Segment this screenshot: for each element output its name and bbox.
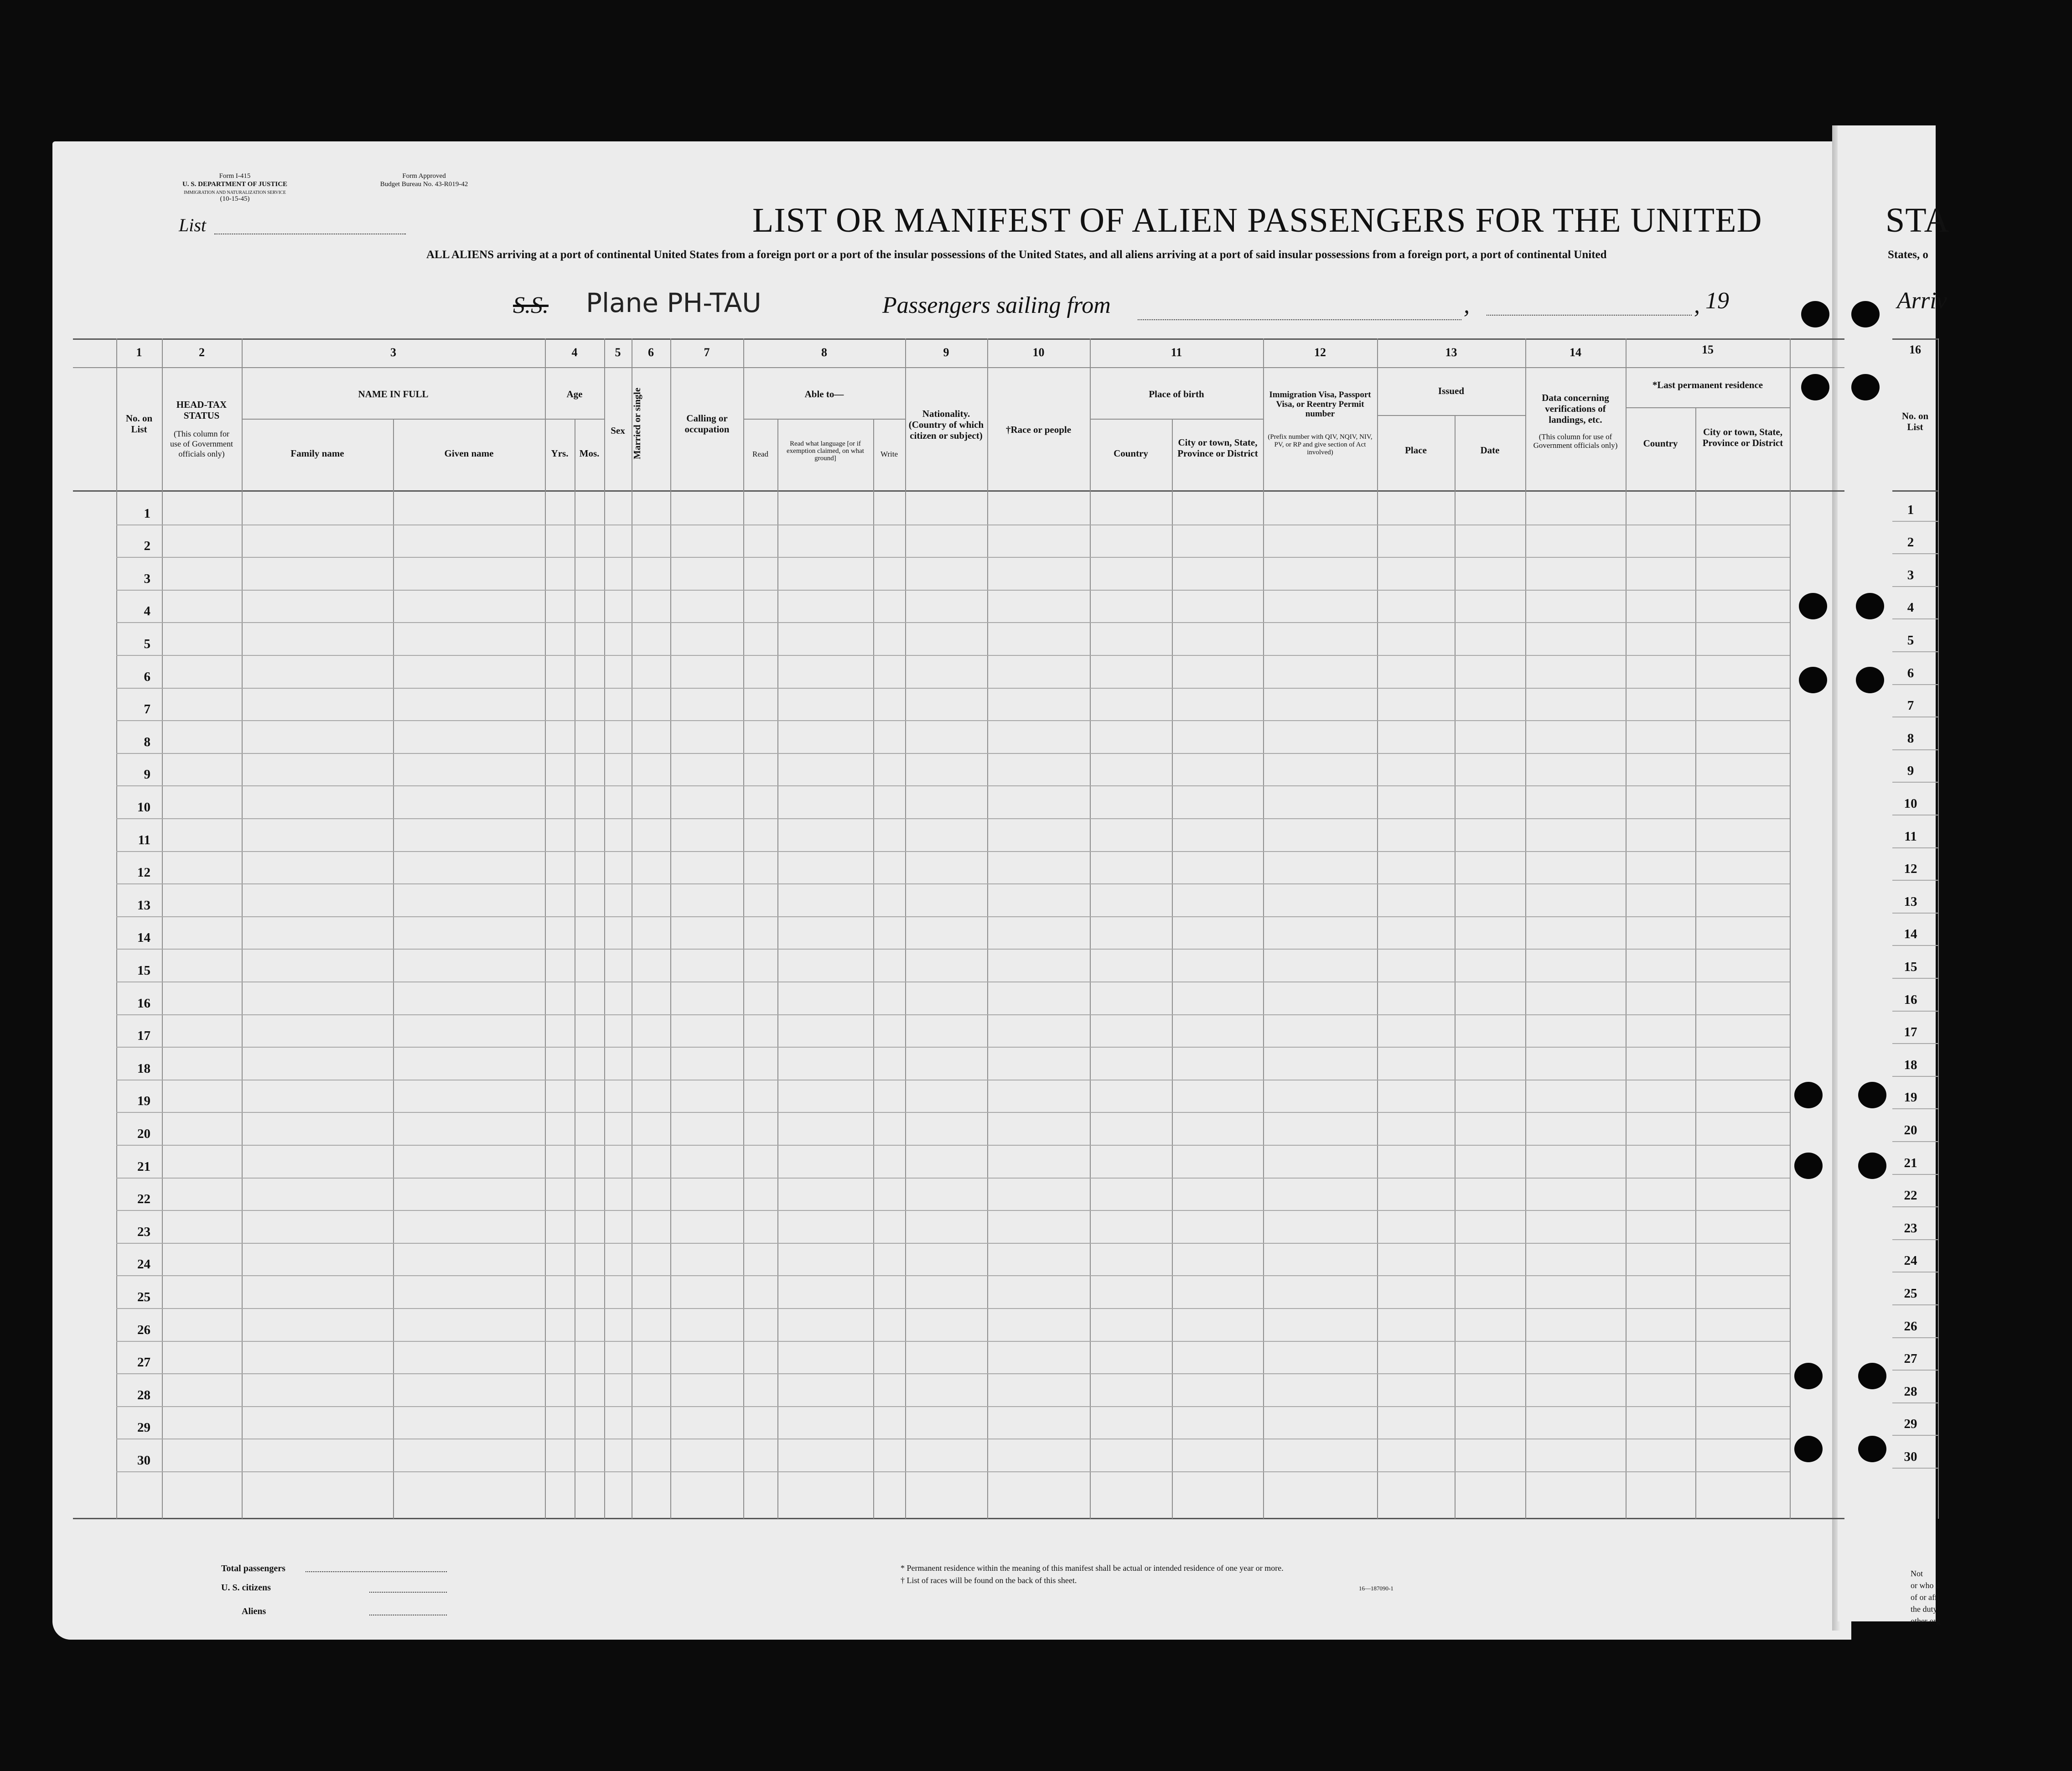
table-bottom-border — [73, 1518, 1844, 1519]
manifest-subtitle: ALL ALIENS arriving at a port of continental United States from a foreign port or a port of the insular possessions of the United States, and all aliens arriving at a port of said insular possessions from a foreign port, a port of continental United — [426, 249, 1607, 261]
year-label: 19 — [1705, 288, 1729, 314]
col-line-5 — [604, 338, 605, 1519]
row-number-right: 6 — [1907, 665, 1914, 680]
row-number-right: 1 — [1907, 502, 1914, 517]
row-line — [116, 1210, 1790, 1211]
row-number: 3 — [144, 571, 150, 586]
row-number: 29 — [137, 1420, 150, 1435]
row-line — [116, 557, 1790, 558]
form-date: (10-15-45) — [220, 195, 250, 203]
row-number: 10 — [137, 800, 150, 815]
row-line — [116, 1275, 1790, 1276]
department: U. S. DEPARTMENT OF JUSTICE — [182, 181, 288, 188]
hdr-calling: Calling or occupation — [684, 413, 730, 435]
row-line — [116, 1243, 1790, 1244]
row-number: 7 — [144, 702, 150, 717]
row-number-right: 23 — [1904, 1220, 1917, 1236]
hdr-country-2: Country — [1643, 438, 1678, 449]
row-number: 16 — [137, 996, 150, 1011]
col-line-13b — [1455, 415, 1456, 1519]
col-line-3b — [393, 420, 394, 1519]
col-line-11b — [1172, 420, 1173, 1519]
hdr-city: City or town, State, Province or District — [1177, 437, 1258, 459]
col-line-16 — [1790, 338, 1791, 1519]
row-number-right: 4 — [1907, 600, 1914, 615]
punch-hole — [1858, 1363, 1886, 1389]
aliens-label: Aliens — [242, 1606, 266, 1616]
row-number-right: 22 — [1904, 1188, 1917, 1203]
row-number-right: 2 — [1907, 535, 1914, 550]
row-number: 21 — [137, 1159, 150, 1174]
col-line-8 — [743, 338, 744, 1519]
row-line-right — [1892, 1108, 1938, 1109]
subtitle-continued: States, o — [1888, 249, 1928, 261]
row-number-right: 21 — [1904, 1155, 1917, 1170]
colnum-15: 15 — [1702, 343, 1714, 356]
row-line-right — [1892, 945, 1938, 946]
row-number-right: 25 — [1904, 1286, 1917, 1301]
colnum-14: 14 — [1570, 346, 1581, 359]
colnum-2: 2 — [199, 346, 205, 359]
col-line-12 — [1263, 338, 1264, 1519]
row-number-right: 11 — [1904, 829, 1917, 844]
colnum-8: 8 — [821, 346, 827, 359]
row-line — [116, 622, 1790, 623]
hdr-married: Married or single — [632, 387, 642, 459]
row-number: 14 — [137, 930, 150, 945]
service-name: IMMIGRATION AND NATURALIZATION SERVICE — [184, 190, 286, 195]
row-line-right — [1892, 1206, 1938, 1207]
row-line — [116, 753, 1790, 754]
print-code: 16—187090-1 — [1359, 1585, 1393, 1592]
col-line-10 — [987, 338, 988, 1519]
col-line-right — [1938, 338, 1939, 1519]
col-line-11 — [1090, 338, 1091, 1519]
row-line-right — [1892, 880, 1938, 881]
budget-number: Budget Bureau No. 43-R019-42 — [380, 181, 468, 188]
hdr-visa: Immigration Visa, Passport Visa, or Reentry Permit number — [1269, 390, 1371, 419]
punch-hole — [1794, 1436, 1823, 1462]
row-line-right — [1892, 1174, 1938, 1175]
row-number: 12 — [137, 865, 150, 880]
row-number: 27 — [137, 1355, 150, 1370]
residence-subline — [1626, 407, 1790, 408]
colnum-5: 5 — [615, 346, 621, 359]
right-note-4: the duty — [1911, 1605, 1937, 1614]
col-line-15b — [1695, 408, 1696, 1519]
punch-hole — [1801, 374, 1829, 400]
row-number: 1 — [144, 506, 150, 521]
row-number: 9 — [144, 767, 150, 782]
hdr-nationality: Nationality. (Country of which citizen or subject) — [908, 408, 984, 441]
hdr-family-name: Family name — [290, 448, 344, 459]
punch-hole — [1799, 593, 1827, 619]
sailing-date-field[interactable] — [1487, 315, 1692, 316]
col-line-13 — [1377, 338, 1378, 1519]
punch-hole — [1794, 1153, 1823, 1179]
hdr-read-what: Read what language [or if exemption claimed, on what ground] — [787, 440, 864, 462]
hdr-visa-note: (Prefix number with QIV, NQIV, NIV, PV, or RP and give section of Act involved) — [1268, 433, 1373, 456]
row-number-right: 16 — [1904, 992, 1917, 1007]
row-line — [116, 785, 1790, 786]
comma-2: , — [1694, 292, 1700, 318]
punch-hole — [1858, 1082, 1886, 1108]
colnum-9: 9 — [943, 346, 949, 359]
row-line-right — [1892, 586, 1938, 587]
row-line — [116, 590, 1790, 591]
row-number-right: 15 — [1904, 960, 1917, 974]
row-line-right — [1892, 521, 1938, 522]
hdr-last-residence: *Last permanent residence — [1652, 379, 1763, 390]
row-number-right: 28 — [1904, 1384, 1917, 1399]
row-line — [116, 720, 1790, 721]
punch-hole — [1851, 301, 1880, 327]
punch-hole — [1858, 1153, 1886, 1179]
table-top-border — [73, 338, 1844, 340]
col-line-8c — [873, 420, 874, 1519]
list-label: List — [179, 215, 207, 235]
row-line — [116, 1112, 1790, 1113]
row-line — [116, 949, 1790, 950]
colnum-16: 16 — [1909, 343, 1921, 356]
row-line-right — [1892, 618, 1938, 619]
punch-hole — [1851, 374, 1880, 400]
row-number-right: 18 — [1904, 1057, 1917, 1072]
title-continued: STA — [1886, 201, 1950, 239]
row-number: 8 — [144, 734, 150, 749]
row-line-right — [1892, 847, 1938, 848]
row-line — [116, 1406, 1790, 1407]
row-number-right: 20 — [1904, 1123, 1917, 1137]
colnum-13: 13 — [1445, 346, 1457, 359]
right-note-1: Not — [1911, 1569, 1923, 1578]
punch-hole — [1794, 1082, 1823, 1108]
row-line-right — [1892, 1141, 1938, 1142]
hdr-issued: Issued — [1438, 385, 1465, 396]
row-line-right — [1892, 1304, 1938, 1305]
hdr-write: Write — [880, 450, 898, 458]
row-number-right: 17 — [1904, 1025, 1917, 1040]
hdr-given-name: Given name — [444, 448, 494, 459]
col-line-15 — [1626, 338, 1627, 1519]
row-line — [116, 1341, 1790, 1342]
row-number: 23 — [137, 1224, 150, 1239]
row-line — [116, 916, 1790, 917]
manifest-title: LIST OR MANIFEST OF ALIEN PASSENGERS FOR THE UNITED — [752, 201, 1762, 239]
row-number-right: 3 — [1907, 567, 1914, 582]
right-note-5: other org — [1911, 1616, 1941, 1626]
us-citizens-label: U. S. citizens — [221, 1583, 271, 1593]
col-line-4 — [545, 338, 546, 1519]
manifest-sheet — [52, 141, 1851, 1640]
col-line-8b — [777, 420, 778, 1519]
hdr-place: Place — [1405, 445, 1427, 456]
header-bottom-border — [73, 490, 1844, 492]
able-subline — [743, 419, 905, 420]
total-passengers-label: Total passengers — [221, 1563, 285, 1574]
row-line — [116, 1047, 1790, 1048]
row-line — [116, 688, 1790, 689]
row-line-right — [1892, 913, 1938, 914]
punch-hole — [1858, 1436, 1886, 1462]
row-line-right — [1892, 684, 1938, 685]
hdr-date: Date — [1480, 445, 1500, 456]
row-line — [116, 1373, 1790, 1374]
row-number: 4 — [144, 604, 150, 619]
hdr-data-note: (This column for use of Government officials only) — [1533, 432, 1618, 450]
colnum-1: 1 — [136, 346, 142, 359]
hdr-city-2: City or town, State, Province or District — [1702, 426, 1783, 448]
hdr-no-on-list: No. on List — [125, 413, 153, 435]
hdr-able-to: Able to— — [804, 389, 844, 400]
hdr-sex: Sex — [611, 425, 625, 436]
hdr-country: Country — [1114, 448, 1148, 459]
row-number: 5 — [144, 637, 150, 651]
row-line-right — [1892, 1076, 1938, 1077]
row-line-right — [1892, 1239, 1938, 1240]
comma: , — [1464, 292, 1470, 318]
row-number: 15 — [137, 963, 150, 978]
row-number-right: 14 — [1904, 927, 1917, 942]
row-number-right: 12 — [1904, 862, 1917, 877]
row-line — [116, 1178, 1790, 1179]
colnum-3: 3 — [390, 346, 396, 359]
footnote-residence: * Permanent residence within the meaning of this manifest shall be actual or intended residence of one year or more. — [901, 1563, 1284, 1573]
sailing-port-field[interactable] — [1138, 319, 1461, 320]
us-citizens-field[interactable] — [369, 1592, 447, 1593]
col-line-14 — [1525, 338, 1526, 1519]
row-line-right — [1892, 1435, 1938, 1436]
hdr-mos: Mos. — [579, 448, 600, 459]
colnum-10: 10 — [1032, 346, 1045, 359]
row-line-right — [1892, 1370, 1938, 1371]
row-line-right — [1892, 749, 1938, 750]
row-number: 11 — [138, 832, 150, 847]
row-number-right: 24 — [1904, 1253, 1917, 1268]
colnum-7: 7 — [704, 346, 710, 359]
hdr-read: Read — [752, 450, 768, 458]
row-number: 28 — [137, 1387, 150, 1402]
hdr-data-concerning: Data concerning verifications of landings, etc. — [1542, 392, 1609, 425]
row-line — [116, 1014, 1790, 1015]
row-line-right — [1892, 782, 1938, 783]
punch-hole — [1799, 667, 1827, 693]
col-line-9 — [905, 338, 906, 1519]
arriving-label: Arriv — [1897, 288, 1947, 314]
row-line-right — [1892, 1011, 1938, 1012]
right-note-3: of or affi — [1911, 1593, 1940, 1602]
row-number-right: 10 — [1904, 796, 1917, 811]
row-number-right: 13 — [1904, 894, 1917, 909]
row-number: 30 — [137, 1453, 150, 1468]
vessel-name[interactable]: Plane PH-TAU — [586, 287, 761, 318]
row-number-right: 27 — [1904, 1351, 1917, 1366]
row-number-right: 26 — [1904, 1319, 1917, 1334]
hdr-age: Age — [566, 389, 583, 400]
row-number-right: 19 — [1904, 1090, 1917, 1105]
colnum-6: 6 — [648, 346, 654, 359]
row-number-right: 7 — [1907, 698, 1914, 713]
punch-hole — [1801, 301, 1829, 327]
punch-hole — [1856, 593, 1884, 619]
row-line — [116, 1471, 1790, 1472]
ss-label: S.S. — [513, 292, 549, 318]
row-line — [116, 883, 1790, 884]
row-number-right: 5 — [1907, 633, 1914, 648]
name-subline — [242, 419, 545, 420]
row-line-right — [1892, 1337, 1938, 1338]
sailing-from-label: Passengers sailing from — [882, 292, 1111, 318]
form-number: Form I-415 — [219, 172, 251, 180]
hdr-head-tax-note: (This column for use of Government officials only) — [170, 429, 233, 458]
hdr-head-tax: HEAD-TAX STATUS — [176, 399, 227, 421]
right-top-border — [1892, 338, 1938, 340]
col-line-7 — [670, 338, 671, 1519]
row-line-right — [1892, 1468, 1938, 1469]
row-line — [116, 851, 1790, 852]
hdr-no-on-list-2: No. on List — [1901, 410, 1929, 432]
col-line-3 — [242, 338, 243, 1519]
birth-subline — [1090, 419, 1263, 420]
row-line-right — [1892, 553, 1938, 554]
row-line-right — [1892, 1043, 1938, 1044]
footnote-races: † List of races will be found on the back of this sheet. — [901, 1576, 1077, 1585]
row-line — [116, 1308, 1790, 1309]
right-header-border — [1892, 490, 1938, 492]
row-number-right: 8 — [1907, 731, 1914, 746]
hdr-yrs: Yrs. — [551, 448, 569, 459]
hdr-place-of-birth: Place of birth — [1149, 389, 1204, 400]
colnum-11: 11 — [1171, 346, 1182, 359]
row-line-right — [1892, 1402, 1938, 1403]
row-line — [116, 655, 1790, 656]
row-number: 25 — [137, 1290, 150, 1304]
row-line — [116, 818, 1790, 819]
punch-hole — [1856, 667, 1884, 693]
row-line-right — [1892, 651, 1938, 652]
row-number: 2 — [144, 539, 150, 554]
total-passengers-field[interactable] — [306, 1571, 447, 1572]
hdr-race: †Race or people — [1005, 424, 1072, 435]
row-line-right — [1892, 978, 1938, 979]
row-number: 13 — [137, 898, 150, 913]
row-number: 17 — [137, 1028, 150, 1044]
row-number: 26 — [137, 1322, 150, 1337]
row-number: 18 — [137, 1061, 150, 1076]
row-number-right: 9 — [1907, 763, 1914, 779]
colnum-12: 12 — [1314, 346, 1326, 359]
row-number-right: 29 — [1904, 1417, 1917, 1432]
colnum-4: 4 — [571, 346, 578, 359]
punch-hole — [1794, 1363, 1823, 1389]
colnum-divider — [73, 367, 1844, 368]
issued-subline — [1377, 415, 1525, 416]
row-number: 22 — [137, 1192, 150, 1207]
row-number: 6 — [144, 669, 150, 684]
col-line-2 — [162, 338, 163, 1519]
right-note-2: or who d — [1911, 1581, 1940, 1590]
row-line — [116, 1145, 1790, 1146]
row-number: 20 — [137, 1127, 150, 1141]
row-number-right: 30 — [1904, 1449, 1917, 1464]
form-approved: Form Approved — [402, 172, 446, 180]
age-subline — [545, 419, 604, 420]
row-number: 19 — [137, 1094, 150, 1109]
hdr-name-in-full: NAME IN FULL — [358, 389, 429, 400]
row-number: 24 — [137, 1257, 150, 1272]
